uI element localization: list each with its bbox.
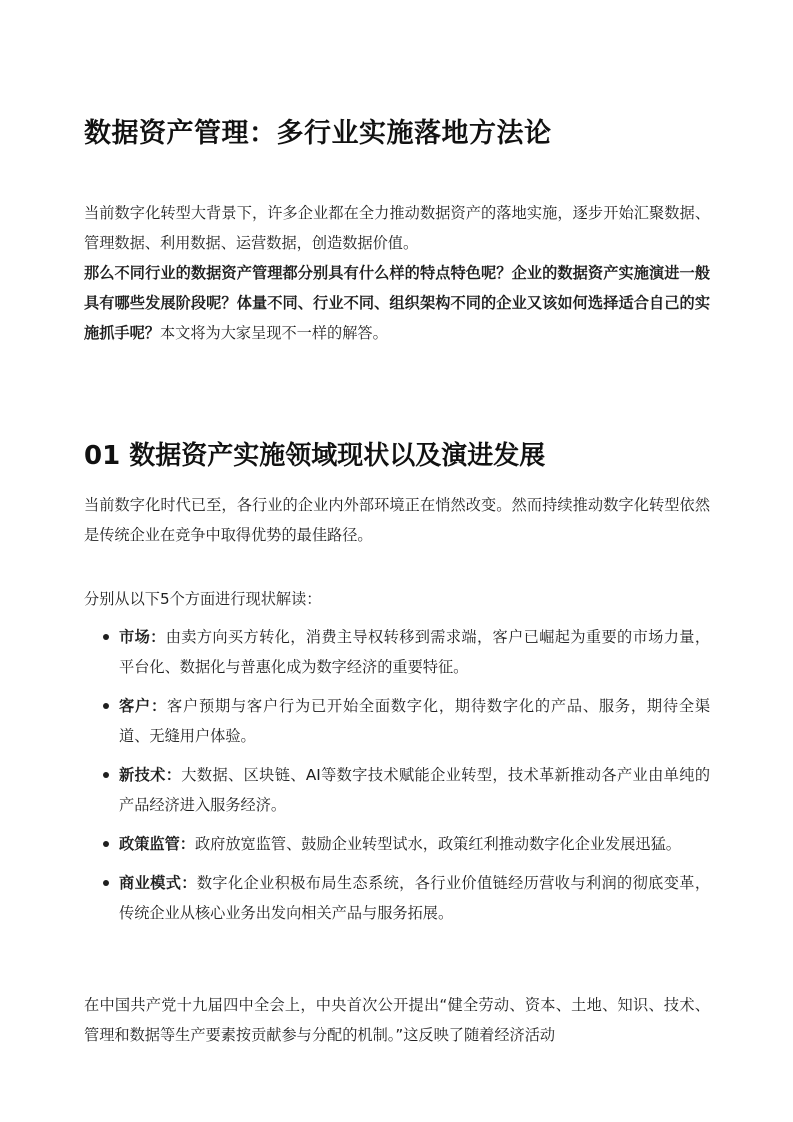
aspect-list [84,622,710,928]
section-paragraph-text: 在中国共产党十九届四中全会上，中央首次公开提出“健全劳动、资本、土地、知识、技术、管理和数据等生产要素按贡献参与分配的机制。”这反映了随着经济活动 [84,996,710,1044]
list-item [84,760,710,820]
list-item-text: 政府放宽监管、鼓励企业转型试水，政策红利推动数字化企业发展迅猛。 [194,835,681,853]
bullet-icon [103,634,109,640]
intro-paragraph: 当前数字化转型大背景下，许多企业都在全力推动数据资产的落地实施，逐步开始汇聚数据、管理数据、利用数据、运营数据，创造数据价值。 [84,204,710,252]
list-item-text: 由卖方向买方转化，消费主导权转移到需求端，客户已崛起为重要的市场力量，平台化、数据化与普惠化成为数字经济的重要特征。 [119,628,710,676]
list-item [84,622,710,682]
list-item-label: 市场 [119,628,151,646]
list-item-separator: ： [151,697,167,715]
list-item-separator: ： [165,766,182,784]
list-item-separator: ： [181,874,197,892]
list-item-text: 客户预期与客户行为已开始全面数字化，期待数字化的产品、服务，期待全渠道、无缝用户体验。 [119,697,711,745]
bullet-icon [103,841,109,847]
intro-question-paragraph [84,258,710,348]
list-item-label: 新技术 [119,766,166,784]
section-heading: 01 数据资产实施领域现状以及演进发展 [84,441,546,471]
intro-block [84,198,710,348]
page-title: 数据资产管理：多行业实施落地方法论 [84,118,552,149]
intro-tail-text: 本文将为大家呈现不一样的解答。 [159,324,388,342]
list-item-text: 大数据、区块链、AI等数字技术赋能企业转型，技术革新推动各产业由单纯的产品经济进入服务经济。 [119,766,711,814]
list-item [84,691,710,751]
list-item-label: 客户 [119,697,151,715]
list-item-separator: ： [150,628,166,646]
intro-bold-text: 那么不同行业的数据资产管理都分别具有什么样的特点特色呢？企业的数据资产实施演进一般具有哪些发展阶段呢？体量不同、行业不同、组织架构不同的企业又该如何选择适合自己的实施抓手呢？ [84,264,710,342]
list-item [84,868,710,928]
section-paragraph-3 [84,990,710,1050]
section-paragraph-text: 当前数字化时代已至，各行业的企业内外部环境正在悄然改变。然而持续推动数字化转型依然是传统企业在竞争中取得优势的最佳路径。 [84,496,710,544]
list-item-label: 商业模式 [119,874,182,892]
list-intro-text: 分别从以下5个方面进行现状解读： [84,590,322,608]
bullet-icon [103,772,109,778]
section-list-block [84,584,710,937]
bullet-icon [103,703,109,709]
list-item-label: 政策监管 [119,835,180,853]
list-item-separator: ： [179,835,195,853]
list-item-text: 数字化企业积极布局生态系统，各行业价值链经历营收与利润的彻底变革，传统企业从核心业务出发向相关产品与服务拓展。 [119,874,710,922]
bullet-icon [103,880,109,886]
section-paragraph-1 [84,490,710,550]
list-item [84,829,710,859]
